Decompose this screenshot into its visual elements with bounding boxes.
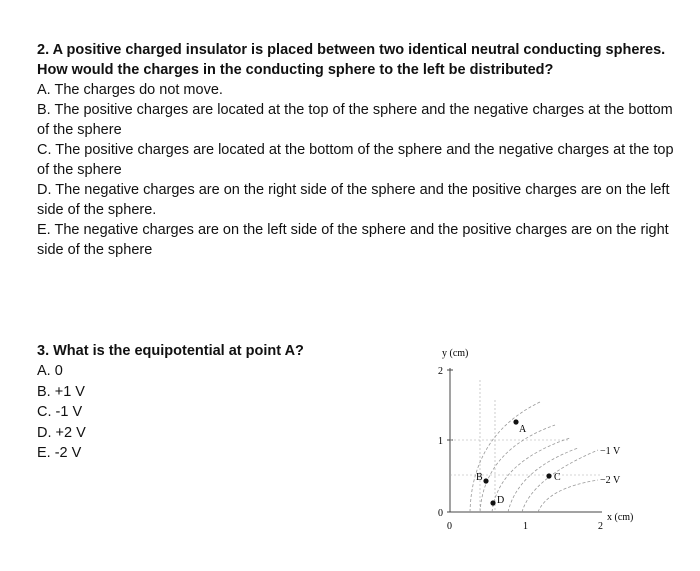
line-label-minus-2v: −2 V bbox=[600, 475, 621, 486]
x-tick-label-1: 1 bbox=[523, 521, 528, 532]
y-tick-label-2: 2 bbox=[438, 366, 443, 377]
equipotential-figure bbox=[420, 340, 660, 540]
point-b-dot bbox=[483, 478, 488, 483]
q2-option-c: C. The positive charges are located at the bottom of the sphere and the negative charges at the top of the sphere bbox=[37, 142, 674, 178]
equipotential-line bbox=[470, 402, 540, 512]
q2-option-e: E. The negative charges are on the left side of the sphere and the positive charges are on the right side of the sphere bbox=[37, 222, 669, 258]
x-tick-label-2: 2 bbox=[598, 521, 603, 532]
point-a-dot bbox=[513, 419, 518, 424]
q3-option-a: A. 0 bbox=[37, 363, 63, 379]
equipotential-line bbox=[480, 425, 555, 512]
y-tick-label-1: 1 bbox=[438, 436, 443, 447]
point-d-label: D bbox=[497, 495, 505, 506]
point-c-dot bbox=[546, 473, 551, 478]
q3-option-b: B. +1 V bbox=[37, 383, 85, 400]
q3-option-c: C. -1 V bbox=[37, 404, 83, 420]
q2-option-d: D. The negative charges are on the right side of the sphere and the positive charges are on the left side of the sphere. bbox=[37, 182, 670, 218]
x-tick-label-0: 0 bbox=[447, 521, 452, 532]
equipotential-line bbox=[508, 448, 578, 512]
q3-option-d: D. +2 V bbox=[37, 424, 86, 441]
x-axis-label: x (cm) bbox=[607, 512, 634, 523]
question-3-text: 3. What is the equipotential at point A? bbox=[37, 343, 304, 359]
point-c-label: C bbox=[554, 472, 561, 483]
q3-option-e: E. -2 V bbox=[37, 445, 82, 461]
point-d-dot bbox=[490, 500, 495, 505]
question-3 bbox=[37, 341, 337, 464]
y-tick-label-0: 0 bbox=[438, 508, 443, 519]
question-2-text: 2. A positive charged insulator is placed between two identical neutral conducting spheres. How would the charges in the conducting sphere to the left be distributed? bbox=[37, 42, 666, 78]
line-label-minus-1v: −1 V bbox=[600, 446, 621, 457]
point-a-label: A bbox=[519, 424, 527, 435]
equipotential-line bbox=[538, 480, 598, 512]
q2-option-b: B. The positive charges are located at the top of the sphere and the negative charges at the bottom of the sphere bbox=[37, 102, 673, 138]
q2-option-a: A. The charges do not move. bbox=[37, 82, 223, 98]
y-axis-label: y (cm) bbox=[442, 348, 469, 359]
question-2 bbox=[37, 40, 682, 260]
equipotential-lines bbox=[470, 402, 598, 512]
dashed-grid bbox=[450, 380, 600, 512]
point-b-label: B bbox=[476, 472, 483, 483]
